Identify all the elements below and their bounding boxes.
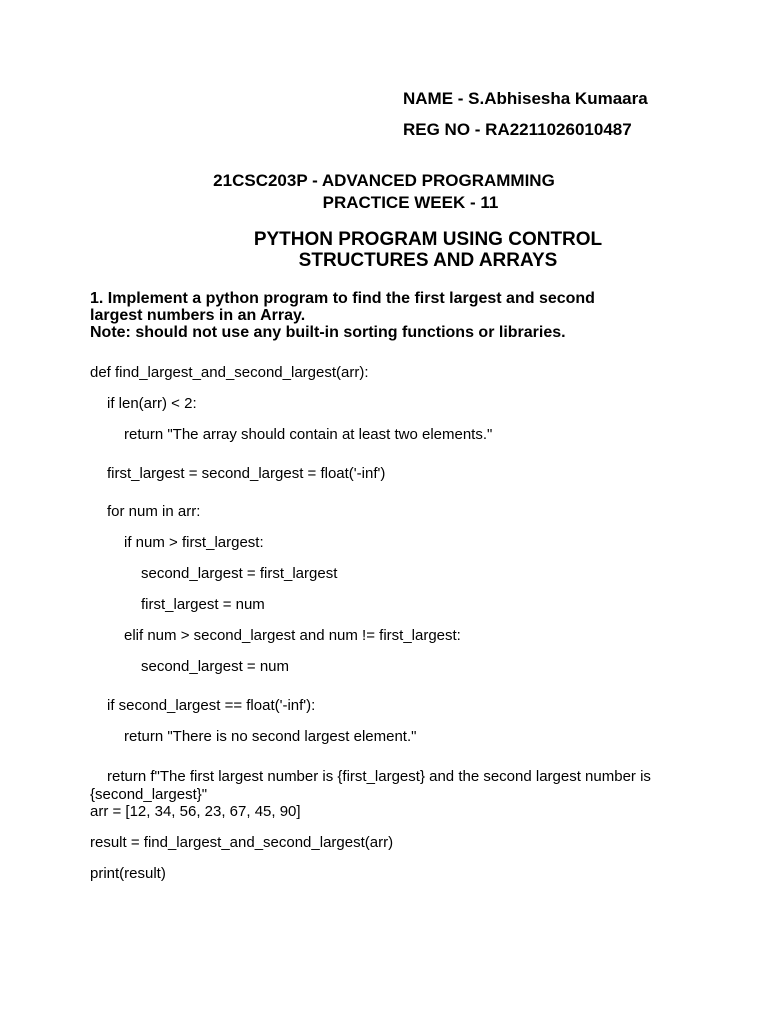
code-line-init: first_largest = second_largest = float('-inf') xyxy=(107,465,386,482)
practice-week: PRACTICE WEEK - 11 xyxy=(322,193,499,212)
question-line1: 1. Implement a python program to find the first largest and second xyxy=(90,290,595,307)
code-line-return-error: return "The array should contain at least two elements." xyxy=(124,426,493,443)
course-title: 21CSC203P - ADVANCED PROGRAMMING xyxy=(213,171,555,190)
code-line-arr: arr = [12, 34, 56, 23, 67, 45, 90] xyxy=(90,803,301,820)
code-line-return-none: return "There is no second largest element." xyxy=(124,728,417,745)
code-line-assign-first: first_largest = num xyxy=(141,596,265,613)
code-line-result: result = find_largest_and_second_largest(arr) xyxy=(90,834,394,851)
code-line-for: for num in arr: xyxy=(107,503,201,520)
question-note: Note: should not use any built-in sorting functions or libraries. xyxy=(90,324,566,341)
code-line-elif: elif num > second_largest and num != first_largest: xyxy=(124,627,461,644)
code-line-return-result-cont: {second_largest}" xyxy=(90,786,208,803)
code-line-def: def find_largest_and_second_largest(arr): xyxy=(90,364,369,381)
topic-title-line2: STRUCTURES AND ARRAYS xyxy=(298,250,558,271)
question-line2: largest numbers in an Array. xyxy=(90,307,306,324)
code-line-if-len: if len(arr) < 2: xyxy=(107,395,197,412)
code-line-print: print(result) xyxy=(90,865,166,882)
code-line-assign-second-num: second_largest = num xyxy=(141,658,290,675)
student-name: NAME - S.Abhisesha Kumaara xyxy=(403,89,648,108)
topic-title-line1: PYTHON PROGRAM USING CONTROL xyxy=(253,229,603,250)
code-line-assign-second: second_largest = first_largest xyxy=(141,565,338,582)
registration-number: REG NO - RA2211026010487 xyxy=(403,120,632,139)
code-line-if-inf: if second_largest == float('-inf'): xyxy=(107,697,316,714)
code-line-if-first: if num > first_largest: xyxy=(124,534,264,551)
code-line-return-result: return f"The first largest number is {first_largest} and the second largest number is xyxy=(107,768,651,785)
